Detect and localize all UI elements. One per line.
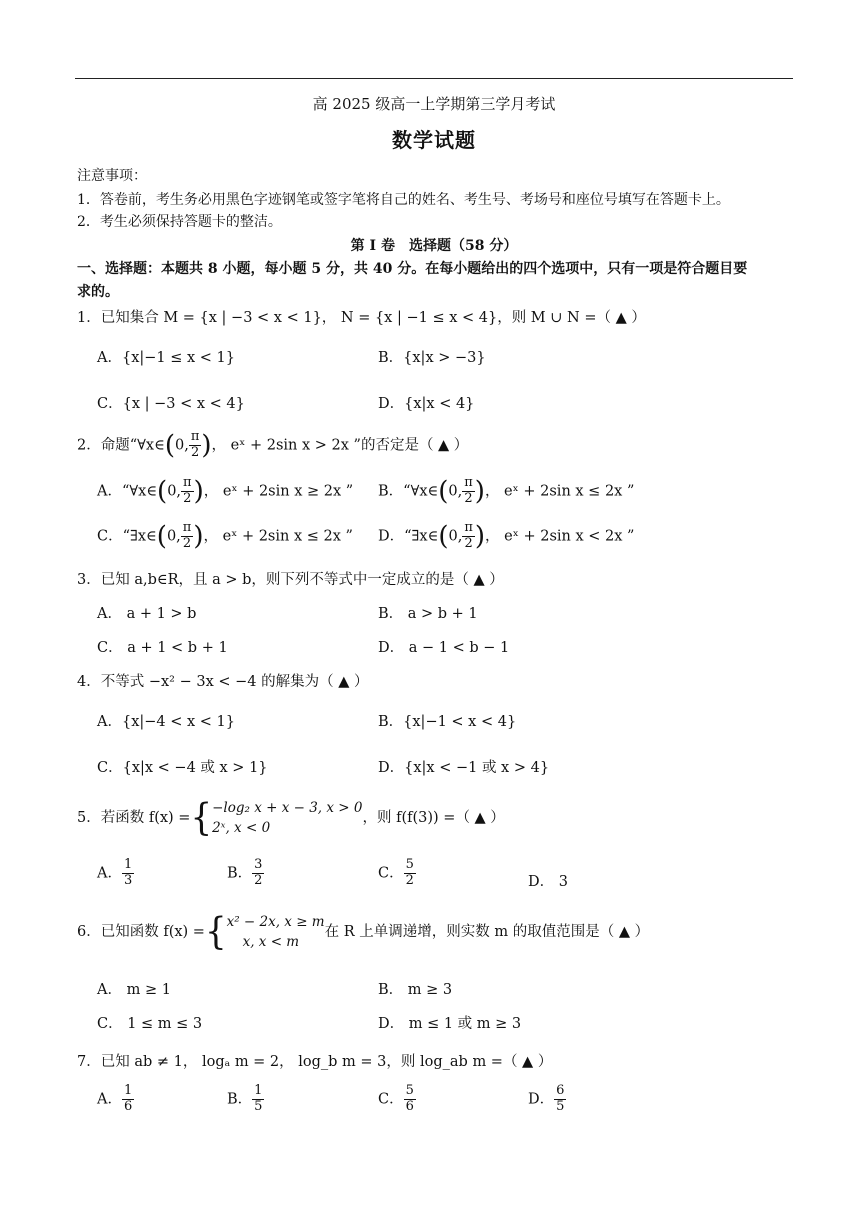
- notes-heading: 注意事项：: [77, 168, 147, 184]
- question-2-option-d: D．“∃x∈(0, $\frac{\pi}{2}$ )， eˣ + 2sin x < 2x ”: [378, 520, 635, 552]
- question-2-option-b: B．“∀x∈(0, $\frac{\pi}{2}$ )， eˣ + 2sin x ≤ 2x ”: [378, 475, 635, 507]
- top-rule: [75, 78, 793, 79]
- question-4-option-d: D．{x|x < −1 或 x > 4}: [378, 760, 550, 776]
- part-title: 第 I 卷 选择题（58 分）: [350, 238, 518, 254]
- question-7-option-b: B． $\frac{1}{5}$: [227, 1083, 263, 1114]
- question-6-option-b: B． m ≥ 3: [378, 982, 453, 998]
- notes-item-2: 2．考生必须保持答题卡的整洁。: [77, 214, 282, 230]
- question-3-option-c: C． a + 1 < b + 1: [97, 640, 228, 656]
- question-5-option-d: D． 3: [528, 874, 568, 890]
- question-3-option-b: B． a > b + 1: [378, 606, 478, 622]
- question-5-option-b: B． $\frac{3}{2}$: [227, 857, 263, 888]
- section-instructions-line1: 一、选择题：本题共 8 小题，每小题 5 分，共 40 分。在每小题给出的四个选项中，只有一项是符合题目要: [77, 261, 748, 277]
- exam-title: 高 2025 级高一上学期第三学月考试: [312, 95, 556, 113]
- question-1-option-b: B．{x|x > −3}: [378, 350, 486, 366]
- notes-item-1: 1．答卷前，考生务必用黑色字迹钢笔或签字笔将自己的姓名、考生号、考场号和座位号填写在答题卡上。: [77, 192, 730, 208]
- question-6-option-c: C． 1 ≤ m ≤ 3: [97, 1016, 203, 1032]
- question-4-stem: 4．不等式 −x² − 3x < −4 的解集为（ ▲ ）: [77, 674, 369, 690]
- question-4-option-b: B．{x|−1 < x < 4}: [378, 714, 517, 730]
- question-3-option-a: A． a + 1 > b: [97, 606, 197, 622]
- question-1-option-a: A．{x|−1 ≤ x < 1}: [97, 350, 235, 366]
- subject-title: 数学试题: [392, 128, 476, 152]
- question-3-stem: 3．已知 a,b∈R，且 a > b，则下列不等式中一定成立的是（ ▲ ）: [77, 572, 504, 588]
- question-6-option-a: A． m ≥ 1: [97, 982, 171, 998]
- question-4-option-c: C．{x|x < −4 或 x > 1}: [97, 760, 268, 776]
- question-5-option-a: A． $\frac{1}{3}$: [97, 857, 133, 888]
- question-1-stem: 1．已知集合 M = {x | −3 < x < 1}， N = {x | −1 ≤ x < 4}，则 M ∪ N =（ ▲ ）: [77, 310, 646, 326]
- question-5-stem: 5．若函数 f(x) ={ −log₂ x + x − 3, x > 0 2ˣ, x < 0 ，则 f(f(3)) =（ ▲ ）: [77, 796, 505, 840]
- question-7-option-c: C． $\frac{5}{6}$: [378, 1083, 414, 1114]
- question-7-option-a: A． $\frac{1}{6}$: [97, 1083, 133, 1114]
- question-6-option-d: D． m ≤ 1 或 m ≥ 3: [378, 1016, 522, 1032]
- question-5-option-c: C． $\frac{5}{2}$: [378, 857, 414, 888]
- question-2-option-a: A．“∀x∈(0, $\frac{\pi}{2}$ )， eˣ + 2sin x ≥ 2x ”: [97, 475, 354, 507]
- question-1-option-c: C．{x | −3 < x < 4}: [97, 396, 245, 412]
- question-1-option-d: D．{x|x < 4}: [378, 396, 475, 412]
- question-6-stem: 6．已知函数 f(x) ={ x² − 2x, x ≥ m x, x < m 在 R 上单调递增，则实数 m 的取值范围是（ ▲ ）: [77, 910, 650, 954]
- question-3-option-d: D． a − 1 < b − 1: [378, 640, 510, 656]
- question-7-stem: 7．已知 ab ≠ 1， logₐ m = 2， log_b m = 3，则 log_ab m =（ ▲ ）: [77, 1054, 553, 1070]
- question-2-stem: 2．命题“∀x∈(0, $\frac{\pi}{2}$ )， eˣ + 2sin x > 2x ”的否定是（ ▲ ）: [77, 429, 469, 461]
- section-instructions-line2: 求的。: [77, 284, 119, 300]
- question-2-option-c: C．“∃x∈(0, $\frac{\pi}{2}$ )， eˣ + 2sin x ≤ 2x ”: [97, 520, 353, 552]
- question-4-option-a: A．{x|−4 < x < 1}: [97, 714, 235, 730]
- question-7-option-d: D． $\frac{6}{5}$: [528, 1083, 565, 1114]
